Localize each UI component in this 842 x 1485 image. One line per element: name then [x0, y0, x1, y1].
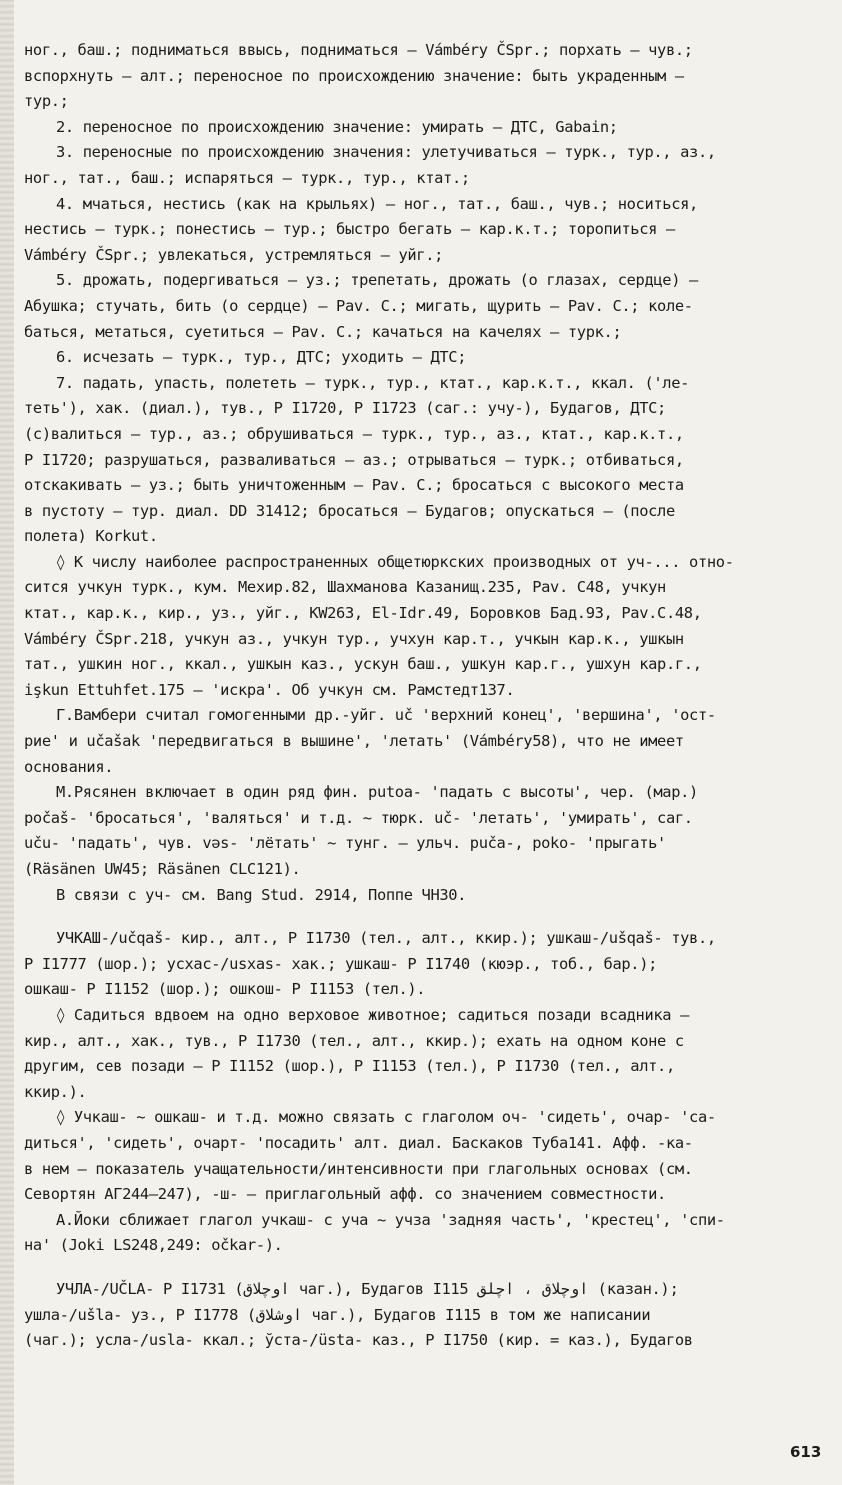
text-line: ктат., кар.к., кир., уз., уйг., KW263, El-Idr.49, Боровков Бад.93, Pav.C.48, — [24, 604, 702, 623]
dictionary-page-text — [24, 38, 830, 1354]
text-line: отскакивать – уз.; быть уничтоженным – Pav. C.; бросаться с высокого места — [24, 476, 684, 495]
text-line: (с)валиться – тур., аз.; обрушиваться – турк., тур., аз., ктат., кар.к.т., — [24, 424, 684, 443]
text-line: баться, метаться, суетиться – Pav. C.; качаться на качелях – турк.; — [24, 322, 622, 341]
text-line: ккир.). — [24, 1082, 87, 1101]
text-line: Абушка; стучать, бить (о сердце) – Pav. C.; мигать, щурить – Pav. C.; коле- — [24, 296, 693, 315]
text-line: 3. переносные по происхождению значения: улетучиваться – турк., тур., аз., — [56, 143, 716, 162]
text-line: УЧКАШ-/učqaš- кир., алт., Р I1730 (тел., алт., ккир.); ушкаш-/ušqaš- тув., — [56, 929, 716, 948]
scan-edge-shadow — [0, 0, 14, 1485]
text-line: теть'), хак. (диал.), тув., Р I1720, Р I1723 (саг.: учу-), Будагов, ДТС; — [24, 399, 666, 418]
text-line: işkun Ettuhfet.175 – 'искра'. Об учкун см. Рамстедт137. — [24, 680, 515, 699]
entry-separator — [24, 1259, 830, 1277]
entry-separator — [24, 908, 830, 926]
text-line: Р I1720; разрушаться, разваливаться – аз.; отрываться – турк.; отбиваться, — [24, 450, 684, 469]
text-line: 5. дрожать, подергиваться – уз.; трепетать, дрожать (о глазах, сердце) – — [56, 271, 698, 290]
text-line: 4. мчаться, нестись (как на крыльях) – ног., тат., баш., чув.; носиться, — [56, 194, 698, 213]
text-line: ◊ Учкаш- ~ ошкаш- и т.д. можно связать с глаголом оч- 'сидеть', очар- 'са- — [56, 1108, 716, 1127]
text-line: 2. переносное по происхождению значение: умирать – ДТС, Gabain; — [56, 117, 618, 136]
text-line: Р I1777 (шор.); усхас-/usxas- хак.; ушкаш- Р I1740 (кюэр., тоб., бар.); — [24, 954, 658, 973]
text-line: основания. — [24, 757, 114, 776]
text-line: другим, сев позади – Р I1152 (шор.), Р I1153 (тел.), Р I1730 (тел., алт., — [24, 1057, 675, 1076]
text-line: uču- 'падать', чув. vəs- 'лётать' ~ тунг. – ульч. puča-, poko- 'прыгать' — [24, 834, 666, 853]
text-line: кир., алт., хак., тув., Р I1730 (тел., алт., ккир.); ехать на одном коне с — [24, 1031, 684, 1050]
text-line: тур.; — [24, 92, 69, 111]
text-line: А.Йоки сближает глагол учкаш- с уча ~ учза 'задняя часть', 'крестец', 'спи- — [56, 1210, 725, 1229]
page-number: 613 — [790, 1443, 822, 1461]
text-line: УЧЛА-/UČLA- Р I1731 (اوچلاق чаг.), Будагов I115 اوچلاق ، اچلق (казан.); — [56, 1279, 679, 1298]
text-line: тат., ушкин ног., ккал., ушкын каз., ускун баш., ушкун кар.г., ушхун кар.г., — [24, 655, 702, 674]
text-line: В связи с уч- см. Bang Stud. 2914, Поппе ЧН30. — [56, 885, 467, 904]
text-line: на' (Joki LS248,249: očkar-). — [24, 1236, 283, 1255]
text-line: 7. падать, упасть, полететь – турк., тур., ктат., кар.к.т., ккал. ('ле- — [56, 373, 690, 392]
text-line: Vámbéry ČSpr.218, учкун аз., учкун тур., учхун кар.т., учкын кар.к., ушкын — [24, 629, 684, 648]
text-line: М.Рясянен включает в один ряд фин. putoa- 'падать с высоты', чер. (мар.) — [56, 783, 698, 802]
text-line: полета) Korkut. — [24, 527, 158, 546]
text-line: (Räsänen UW45; Räsänen CLC121). — [24, 860, 301, 878]
text-line: 6. исчезать – турк., тур., ДТС; уходить – ДТС; — [56, 348, 467, 367]
text-line: ног., тат., баш.; испаряться – турк., тур., ктат.; — [24, 168, 470, 187]
text-line: нестись – турк.; понестись – тур.; быстро бегать – кар.к.т.; торопиться – — [24, 220, 675, 239]
text-line: в пустоту – тур. диал. DD 31412; бросаться – Будагов; опускаться – (после — [24, 501, 675, 520]
text-line: вспорхнуть – алт.; переносное по происхождению значение: быть украденным – — [24, 66, 684, 85]
text-line: Г.Вамбери считал гомогенными др.-уйг. uč 'верхний конец', 'вершина', 'ост- — [56, 706, 716, 725]
text-line: в нем – показатель учащательности/интенсивности при глагольных основах (см. — [24, 1159, 693, 1178]
text-line: Севортян АГ244–247), -ш- – приглагольный афф. со значением совместности. — [24, 1185, 666, 1204]
text-line: диться', 'сидеть', очарт- 'посадить' алт. диал. Баскаков Туба141. Афф. -ка- — [24, 1133, 693, 1152]
text-line: ног., баш.; подниматься ввысь, подниматься – Vámbéry ČSpr.; порхать – чув.; — [24, 41, 693, 59]
text-line: ◊ Садиться вдвоем на одно верховое животное; садиться позади всадника – — [56, 1005, 690, 1024]
text-line: počaš- 'бросаться', 'валяться' и т.д. ~ тюрк. uč- 'летать', 'умирать', саг. — [24, 808, 693, 827]
text-line: Vámbéry ČSpr.; увлекаться, устремляться – уйг.; — [24, 245, 444, 264]
text-line: рие' и učašak 'передвигаться в вышине', 'летать' (Vámbéry58), что не имеет — [24, 732, 684, 751]
text-line: (чаг.); усла-/usla- ккал.; ўста-/üsta- каз., Р I1750 (кир. = каз.), Будагов — [24, 1331, 693, 1350]
text-line: сится учкун турк., кум. Мехир.82, Шахманова Казанищ.235, Pav. C48, учкун — [24, 578, 666, 597]
text-line: ушла-/ušla- уз., Р I1778 (اوشلاق чаг.), Будагов I115 в том же написании — [24, 1305, 651, 1324]
text-line: ◊ К числу наиболее распространенных общетюркских производных от уч-... отно- — [56, 552, 734, 571]
text-line: ошкаш- Р I1152 (шор.); ошкош- Р I1153 (тел.). — [24, 980, 426, 999]
